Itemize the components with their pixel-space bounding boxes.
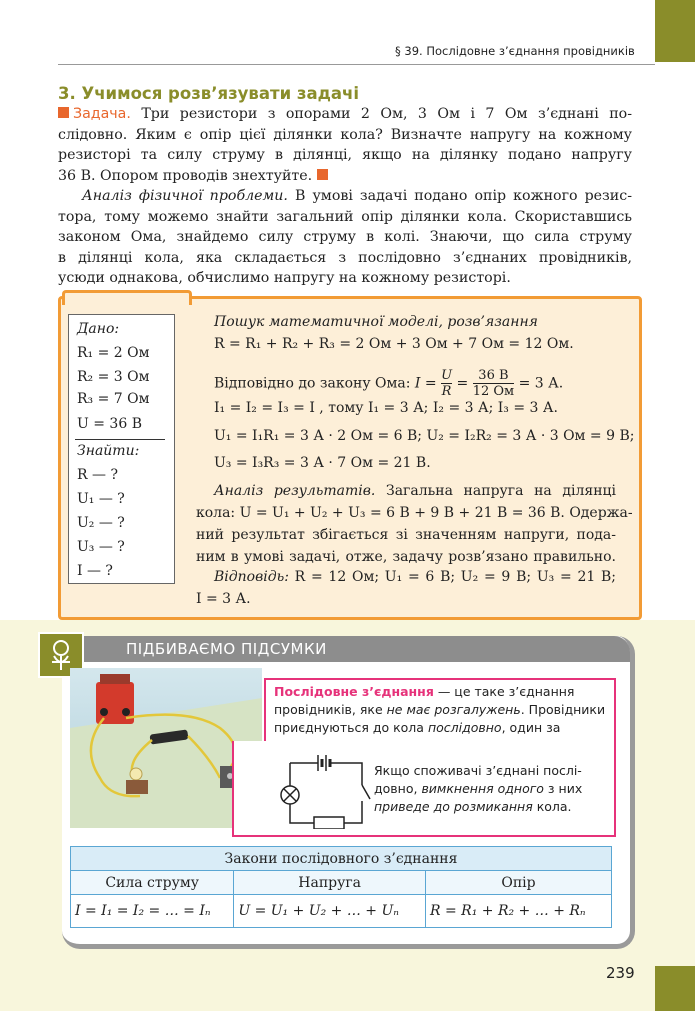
find-item: U₃ — ?: [77, 539, 125, 555]
solution-title: Пошук математичної моделі, розв’язання: [214, 314, 538, 330]
section-title: 3. Учимося розв’язувати задачі: [58, 84, 360, 103]
ohm-denominator: R: [441, 384, 452, 399]
page-number: 239: [606, 964, 635, 982]
analysis-text: В умові задачі подано опір кожного резис-: [294, 188, 632, 204]
definition-emphasis: не має розгалужень: [386, 702, 521, 717]
given-box: [68, 314, 175, 584]
results-text: Загальна напруга на ділянці: [385, 483, 617, 499]
circuit-diagram-icon: [274, 749, 374, 829]
given-item: R₂ = 3 Ом: [77, 369, 150, 385]
problem-label: Задача.: [73, 106, 131, 122]
find-item: U₂ — ?: [77, 515, 125, 531]
laws-formula-voltage: U = U₁ + U₂ + … + Uₙ: [234, 895, 426, 928]
equation-total-resistance: R = R₁ + R₂ + R₃ = 2 Ом + 3 Ом + 7 Ом = 12 Ом.: [214, 336, 574, 352]
equation-voltage-3: U₃ = I₃R₃ = 3 А · 7 Ом = 21 В.: [214, 455, 431, 471]
equation-voltages: U₁ = I₁R₁ = 3 А · 2 Ом = 6 В; U₂ = I₂R₂ = 3 А · 3 Ом = 9 В;: [214, 428, 635, 444]
given-title: Дано:: [77, 321, 120, 337]
ohm-fraction-1: [441, 368, 452, 399]
ohm-denominator: 12 Ом: [472, 384, 515, 399]
definition-term: Послідовне з’єднання: [274, 684, 434, 699]
circuit-note-text: [374, 762, 604, 816]
definition-text: приєднуються до кола: [274, 720, 428, 735]
problem-text: Три резистори з опорами 2 Ом, 3 Ом і 7 Ом з’єднані по-: [141, 106, 633, 122]
ohm-fraction-2: [473, 368, 514, 399]
page-tab-top: [655, 0, 695, 62]
find-item: I — ?: [77, 563, 113, 579]
end-square-icon: [317, 169, 328, 180]
ohm-lhs: I =: [414, 375, 437, 392]
answer-line: [196, 566, 616, 588]
running-header: § 39. Послідовне з’єднання провідників: [395, 44, 635, 58]
ohm-numerator: 36 В: [473, 368, 514, 384]
ohm-law-text: Відповідно до закону Ома:: [214, 375, 411, 392]
laws-formula-current: I = I₁ = I₂ = … = Iₙ: [71, 895, 234, 928]
note-text: Якщо споживачі з’єднані послі-: [374, 763, 582, 778]
laws-table-title: Закони послідовного з’єднання: [71, 847, 612, 871]
page-tab-bottom: [655, 966, 695, 1011]
given-item: R₃ = 7 Ом: [77, 391, 150, 407]
definition-text: провідників, яке: [274, 702, 387, 717]
ohm-result: = 3 А.: [518, 375, 564, 392]
answer-label: Відповідь:: [214, 569, 289, 585]
given-item: R₁ = 2 Ом: [77, 345, 150, 361]
results-line: ний результат збігається зі значенням напруги, пода-: [196, 527, 616, 543]
problem-line: [58, 166, 632, 187]
equation-currents: I₁ = I₂ = I₃ = I , тому I₁ = 3 А; I₂ = 3 А; I₃ = 3 А.: [214, 400, 558, 416]
results-line: ним в умові задачі, отже, задачу розв’язано правильно.: [196, 549, 616, 565]
answer-line: I = 3 А.: [196, 591, 251, 607]
note-text: з них: [543, 781, 583, 796]
results-label: Аналіз результатів.: [214, 483, 376, 499]
definition-text: — це таке з’єднання: [433, 684, 575, 699]
laws-header-current: Сила струму: [71, 871, 234, 895]
analysis-line: усюди однакова, обчислимо напругу на кожному резисторі.: [58, 270, 511, 286]
find-item: R — ?: [77, 467, 118, 483]
note-emphasis: приведе до розмикання: [374, 799, 533, 814]
given-divider: [75, 439, 165, 440]
find-item: U₁ — ?: [77, 491, 125, 507]
problem-line: слідовно. Яким є опір цієї ділянки кола? Визначте напругу на кожному: [58, 126, 632, 143]
answer-text: R = 12 Ом; U₁ = 6 В; U₂ = 9 В; U₃ = 21 В;: [294, 569, 616, 585]
note-text: кола.: [532, 799, 572, 814]
problem-text: 36 В. Опором проводів знехтуйте.: [58, 167, 313, 184]
analysis-label: Аналіз фізичної проблеми.: [82, 188, 288, 204]
solution-box-tab: [62, 290, 192, 305]
analysis-line: тора, тому можемо знайти загальний опір ділянки кола. Скориставшись: [58, 208, 632, 225]
problem-line: резисторі та силу струму в ділянці, якщо на ділянку подано напругу: [58, 147, 632, 163]
results-paragraph: [196, 480, 633, 568]
results-line: кола: U = U₁ + U₂ + U₃ = 6 В + 9 В + 21 В = 36 В. Одержа-: [196, 505, 633, 521]
summary-title: ПІДБИВАЄМО ПІДСУМКИ: [126, 640, 327, 658]
ohm-law-line: Відповідно до закону Ома: I = $\frac{U}{R}$ = 36 В 12 Ом = 3 А.: [214, 368, 564, 399]
answer-paragraph: [196, 566, 616, 610]
definition-box: [264, 678, 616, 744]
bullet-square-icon: [58, 107, 69, 118]
analysis-line: [58, 186, 632, 207]
laws-header-resistance: Опір: [426, 871, 612, 895]
results-line: [196, 480, 616, 502]
definition-emphasis: послідовно: [427, 720, 502, 735]
laws-formula-resistance: R = R₁ + R₂ + … + Rₙ: [426, 895, 612, 928]
note-text: довно,: [374, 781, 422, 796]
analysis-line: законом Ома, знайдемо силу струму в колі. Знаючи, що сила струму: [58, 229, 632, 245]
definition-text: . Провідники: [520, 702, 606, 717]
given-item: U = 36 В: [77, 416, 142, 432]
definition-text: , один за: [501, 720, 561, 735]
laws-header-voltage: Напруга: [234, 871, 426, 895]
problem-line: [58, 104, 632, 125]
ohm-numerator: U: [441, 368, 453, 383]
find-title: Знайти:: [77, 443, 140, 459]
problem-paragraph: [58, 104, 632, 186]
note-emphasis: вимкнення одного: [421, 781, 544, 796]
analysis-line: в ділянці кола, яка складається з послідовно з’єднаних провідників,: [58, 249, 632, 266]
header-rule: [58, 64, 655, 65]
analysis-paragraph: [58, 186, 632, 289]
laws-table: [70, 846, 612, 928]
